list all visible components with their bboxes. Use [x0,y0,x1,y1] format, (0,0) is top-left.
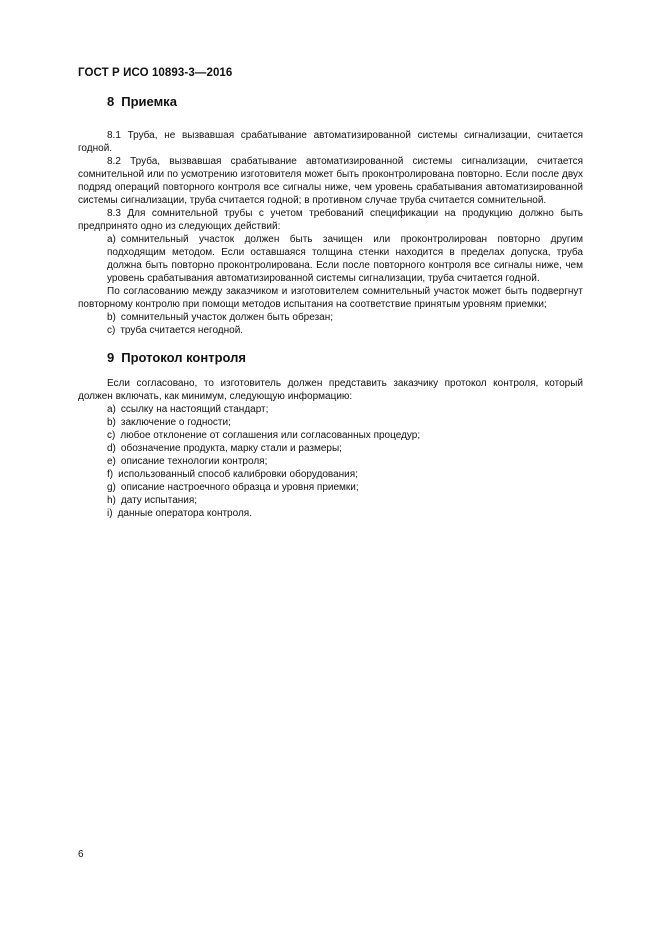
clause-8-3-item-b [78,311,583,324]
section-8-heading [78,94,583,110]
clause-8-3-item-a [78,233,583,285]
section-8-title: Приемка [121,94,177,109]
list-item [78,442,583,455]
report-contents-list [78,403,583,520]
list-item [78,416,583,429]
page-number: 6 [78,849,84,860]
clause-8-2: 8.2 Труба, вызвавшая срабатывание автоматизированной системы сигнализации, считается сомнительной или по усмотрению изготовителя может быть проконтролирована повторно. Если после двух подряд операций повторного контроля все сигналы ниже, чем уровень срабатывания автоматизированной системы сигнализации, труба считается годной; в противном случае труба считается сомнительной. [78,156,583,206]
list-item [78,507,583,520]
clause-8-1: 8.1 Труба, не вызвавшая срабатывание автоматизированной системы сигнализации, считается годной. [78,130,583,154]
list-marker: e) [107,456,116,467]
list-marker: b) [107,312,116,323]
list-marker: c) [107,430,116,441]
clause-8-3-agreement: По согласованию между заказчиком и изготовителем сомнительный участок может быть подвергнут повторному контролю при помощи методов испытания на соответствие принятым уровням приемки; [78,286,583,310]
list-item-text: ссылку на настоящий стандарт; [120,404,269,415]
list-item-text: сомнительный участок должен быть зачищен или проконтролирован повторно другим подходящим методом. Если оставшаяся толщина стенки находится в пределах допуска, труба должна быть повторно проконтролирована. Если после повторного контроля все сигналы ниже, чем уровень срабатывания автоматизированной системы сигнализации, труба считается годной. [107,234,583,284]
list-marker: f) [107,469,114,480]
list-item [78,494,583,507]
list-item-text: сомнительный участок должен быть обрезан; [120,312,334,323]
list-item-text: дату испытания; [120,495,198,506]
section-9-intro: Если согласовано, то изготовитель должен представить заказчику протокол контроля, который должен включать, как минимум, следующую информацию: [78,378,583,402]
list-item-text: описание настроечного образца и уровня приемки; [120,482,359,493]
list-item [78,403,583,416]
list-item-text: заключение о годности; [120,417,231,428]
list-marker: b) [107,417,116,428]
list-marker: g) [107,482,116,493]
list-item-text: данные оператора контроля. [117,508,252,519]
section-9-title: Протокол контроля [121,350,246,365]
section-8-number: 8 [107,94,115,109]
section-9-number: 9 [107,350,115,365]
list-item [78,455,583,468]
list-item [78,468,583,481]
list-marker: d) [107,443,116,454]
list-item-text: обозначение продукта, марку стали и размеры; [120,443,342,454]
list-marker: a) [107,404,116,415]
list-marker: h) [107,495,116,506]
list-item [78,429,583,442]
section-9-heading [78,350,583,366]
list-item-text: описание технологии контроля; [120,456,268,467]
page-content [78,94,583,520]
list-marker: c) [107,325,116,336]
document-standard-header: ГОСТ Р ИСО 10893-3—2016 [78,67,233,79]
list-item-text: труба считается негодной. [120,325,244,336]
list-marker: i) [107,508,113,519]
clause-8-3: 8.3 Для сомнительной трубы с учетом требований спецификации на продукцию должно быть предпринято одно из следующих действий: [78,208,583,232]
list-item-text: любое отклонение от соглашения или согласованных процедур; [120,430,421,441]
clause-8-3-item-c [78,324,583,337]
list-item-text: использованный способ калибровки оборудования; [118,469,358,480]
list-marker: a) [107,234,116,245]
list-item [78,481,583,494]
